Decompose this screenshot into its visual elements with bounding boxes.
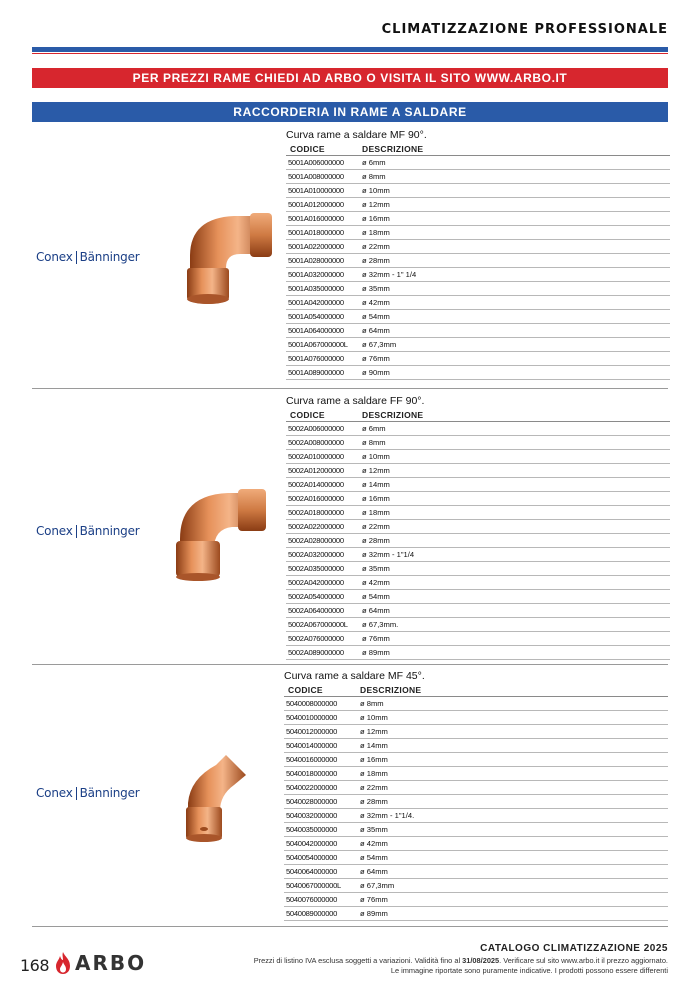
product-code: 5040054000000 xyxy=(286,853,338,862)
product-code: 5040010000000 xyxy=(286,713,338,722)
product-section-mf90 xyxy=(32,126,668,389)
footer-info xyxy=(254,943,668,976)
header-code: CODICE xyxy=(290,144,325,154)
header-description: DESCRIZIONE xyxy=(360,685,422,695)
table-row xyxy=(286,156,670,170)
product-title: Curva rame a saldare MF 45°. xyxy=(284,670,425,682)
table-row xyxy=(284,837,668,851)
product-code: 5001A054000000 xyxy=(288,312,344,321)
table-row xyxy=(286,226,670,240)
flame-icon xyxy=(54,951,72,975)
brand-name-banninger: Bänninger xyxy=(79,786,140,800)
product-description: ø 18mm xyxy=(360,769,388,778)
product-description: ø 10mm xyxy=(362,452,390,461)
table-row xyxy=(286,268,670,282)
product-code: 5002A008000000 xyxy=(288,438,344,447)
footer-note-line2: Le immagine riportate sono puramente indicative. I prodotti possono essere differenti xyxy=(390,966,668,975)
product-description: ø 67,3mm xyxy=(360,881,395,890)
product-description: ø 64mm xyxy=(360,867,388,876)
product-code: 5040042000000 xyxy=(286,839,338,848)
table-row xyxy=(284,809,668,823)
product-description: ø 16mm xyxy=(362,214,390,223)
product-title: Curva rame a saldare MF 90°. xyxy=(286,129,427,141)
product-code: 5001A035000000 xyxy=(288,284,344,293)
product-code: 5002A035000000 xyxy=(288,564,344,573)
product-code: 5040064000000 xyxy=(286,867,338,876)
product-code: 5002A067000000L xyxy=(288,620,348,629)
product-code: 5040018000000 xyxy=(286,769,338,778)
product-code: 5002A006000000 xyxy=(288,424,344,433)
table-row xyxy=(284,907,668,921)
table-row xyxy=(286,506,670,520)
table-row xyxy=(286,296,670,310)
product-description: ø 22mm xyxy=(360,783,388,792)
product-code: 5040016000000 xyxy=(286,755,338,764)
product-description: ø 89mm xyxy=(360,909,388,918)
product-code: 5040032000000 xyxy=(286,811,338,820)
product-description: ø 42mm xyxy=(360,839,388,848)
product-table-mf45 xyxy=(284,669,668,921)
table-row xyxy=(286,464,670,478)
product-description: ø 35mm xyxy=(360,825,388,834)
category-title: RACCORDERIA IN RAME A SALDARE xyxy=(233,105,467,119)
product-code: 5040012000000 xyxy=(286,727,338,736)
price-notice-text: PER PREZZI RAME CHIEDI AD ARBO O VISITA IL SITO WWW.ARBO.IT xyxy=(132,71,568,85)
table-row xyxy=(284,725,668,739)
product-code: 5040089000000 xyxy=(286,909,338,918)
product-code: 5002A054000000 xyxy=(288,592,344,601)
product-code: 5002A018000000 xyxy=(288,508,344,517)
product-description: ø 54mm xyxy=(360,853,388,862)
brand-separator xyxy=(76,787,77,800)
product-description: ø 76mm xyxy=(362,354,390,363)
product-description: ø 18mm xyxy=(362,508,390,517)
table-row xyxy=(286,492,670,506)
product-code: 5001A008000000 xyxy=(288,172,344,181)
brand-separator xyxy=(76,525,77,538)
validity-date: 31/08/2025 xyxy=(462,956,500,965)
table-row xyxy=(286,366,670,380)
product-code: 5002A012000000 xyxy=(288,466,344,475)
product-description: ø 10mm xyxy=(360,713,388,722)
product-code: 5001A089000000 xyxy=(288,368,344,377)
table-row xyxy=(286,618,670,632)
table-row xyxy=(286,170,670,184)
header-description: DESCRIZIONE xyxy=(362,144,424,154)
table-row xyxy=(286,338,670,352)
page-title: CLIMATIZZAZIONE PROFESSIONALE xyxy=(381,22,668,37)
product-description: ø 90mm xyxy=(362,368,390,377)
elbow-mf90-image xyxy=(178,210,278,306)
table-row xyxy=(284,823,668,837)
product-code: 5001A006000000 xyxy=(288,158,344,167)
table-row xyxy=(286,632,670,646)
table-header xyxy=(284,684,668,697)
product-description: ø 28mm xyxy=(362,536,390,545)
product-description: ø 35mm xyxy=(362,284,390,293)
product-description: ø 54mm xyxy=(362,592,390,601)
table-row xyxy=(286,240,670,254)
brand-name-banninger: Bänninger xyxy=(79,250,140,264)
product-code: 5002A032000000 xyxy=(288,550,344,559)
product-code: 5002A042000000 xyxy=(288,578,344,587)
catalog-title: CATALOGO CLIMATIZZAZIONE 2025 xyxy=(480,943,668,954)
product-code: 5002A064000000 xyxy=(288,606,344,615)
product-description: ø 32mm - 1"1/4 xyxy=(362,550,415,559)
table-row xyxy=(284,781,668,795)
product-description: ø 28mm xyxy=(360,797,388,806)
product-description: ø 6mm xyxy=(362,158,386,167)
table-row xyxy=(286,520,670,534)
footer-note-line1 xyxy=(254,956,668,966)
table-row xyxy=(284,851,668,865)
table-row xyxy=(284,711,668,725)
product-code: 5040008000000 xyxy=(286,699,338,708)
product-description: ø 42mm xyxy=(362,578,390,587)
product-description: ø 8mm xyxy=(362,438,386,447)
product-code: 5001A018000000 xyxy=(288,228,344,237)
product-code: 5001A067000000L xyxy=(288,340,348,349)
product-code: 5001A016000000 xyxy=(288,214,344,223)
product-description: ø 32mm - 1"1/4. xyxy=(360,811,415,820)
product-code: 5002A089000000 xyxy=(288,648,344,657)
table-row xyxy=(284,795,668,809)
table-row xyxy=(286,310,670,324)
product-description: ø 14mm xyxy=(362,480,390,489)
product-code: 5002A076000000 xyxy=(288,634,344,643)
table-row xyxy=(284,865,668,879)
product-code: 5001A064000000 xyxy=(288,326,344,335)
product-code: 5002A016000000 xyxy=(288,494,344,503)
table-row xyxy=(286,562,670,576)
section-divider xyxy=(32,926,668,927)
header-description: DESCRIZIONE xyxy=(362,410,424,420)
product-code: 5040014000000 xyxy=(286,741,338,750)
table-row xyxy=(286,282,670,296)
table-row xyxy=(286,590,670,604)
elbow-ff90-image xyxy=(172,487,272,581)
product-description: ø 12mm xyxy=(362,200,390,209)
brand-logo xyxy=(36,786,139,800)
table-header xyxy=(286,143,670,156)
table-row xyxy=(286,450,670,464)
table-row xyxy=(286,534,670,548)
product-description: ø 16mm xyxy=(362,494,390,503)
brand-name-conex: Conex xyxy=(36,250,73,264)
elbow-mf45-image xyxy=(182,749,252,843)
table-row xyxy=(286,604,670,618)
product-code: 5001A022000000 xyxy=(288,242,344,251)
table-row xyxy=(286,198,670,212)
header-rule xyxy=(32,47,668,54)
product-description: ø 76mm xyxy=(360,895,388,904)
arbo-logo xyxy=(54,951,146,975)
table-row xyxy=(286,212,670,226)
product-description: ø 22mm xyxy=(362,242,390,251)
table-row xyxy=(286,576,670,590)
brand-logo xyxy=(36,524,139,538)
product-description: ø 8mm xyxy=(360,699,384,708)
table-row xyxy=(286,436,670,450)
page-number: 168 xyxy=(20,956,50,975)
table-row xyxy=(284,893,668,907)
product-description: ø 89mm xyxy=(362,648,390,657)
table-row xyxy=(286,254,670,268)
product-code: 5002A022000000 xyxy=(288,522,344,531)
product-code: 5001A010000000 xyxy=(288,186,344,195)
product-description: ø 12mm xyxy=(360,727,388,736)
product-code: 5001A012000000 xyxy=(288,200,344,209)
logo-text: ARBO xyxy=(75,951,147,975)
product-description: ø 16mm xyxy=(360,755,388,764)
product-section-ff90 xyxy=(32,389,668,665)
product-description: ø 35mm xyxy=(362,564,390,573)
table-row xyxy=(286,478,670,492)
table-row xyxy=(284,739,668,753)
product-description: ø 6mm xyxy=(362,424,386,433)
product-code: 5001A076000000 xyxy=(288,354,344,363)
brand-separator xyxy=(76,251,77,264)
product-description: ø 54mm xyxy=(362,312,390,321)
product-description: ø 22mm xyxy=(362,522,390,531)
product-description: ø 64mm xyxy=(362,606,390,615)
table-row xyxy=(286,324,670,338)
table-rows xyxy=(286,156,670,380)
product-description: ø 67,3mm. xyxy=(362,620,399,629)
product-table-ff90 xyxy=(286,394,670,660)
product-description: ø 32mm - 1" 1/4 xyxy=(362,270,417,279)
product-description: ø 8mm xyxy=(362,172,386,181)
table-row xyxy=(286,548,670,562)
table-rows xyxy=(286,422,670,660)
product-code: 5040022000000 xyxy=(286,783,338,792)
table-row xyxy=(284,697,668,711)
product-description: ø 28mm xyxy=(362,256,390,265)
product-code: 5001A028000000 xyxy=(288,256,344,265)
product-code: 5040076000000 xyxy=(286,895,338,904)
table-row xyxy=(286,646,670,660)
product-code: 5040028000000 xyxy=(286,797,338,806)
table-row xyxy=(284,767,668,781)
product-description: ø 67,3mm xyxy=(362,340,397,349)
table-row xyxy=(286,184,670,198)
product-code: 5040035000000 xyxy=(286,825,338,834)
product-description: ø 18mm xyxy=(362,228,390,237)
brand-logo xyxy=(36,250,139,264)
table-row xyxy=(286,422,670,436)
product-code: 5002A010000000 xyxy=(288,452,344,461)
table-rows xyxy=(284,697,668,921)
table-row xyxy=(284,753,668,767)
table-row xyxy=(284,879,668,893)
product-description: ø 10mm xyxy=(362,186,390,195)
product-code: 5002A014000000 xyxy=(288,480,344,489)
product-description: ø 42mm xyxy=(362,298,390,307)
product-code: 5002A028000000 xyxy=(288,536,344,545)
product-description: ø 64mm xyxy=(362,326,390,335)
brand-name-banninger: Bänninger xyxy=(79,524,140,538)
table-header xyxy=(286,409,670,422)
brand-name-conex: Conex xyxy=(36,524,73,538)
product-code: 5001A032000000 xyxy=(288,270,344,279)
product-description: ø 76mm xyxy=(362,634,390,643)
note-text: Prezzi di listino IVA esclusa soggetti a variazioni. Validità fino al xyxy=(253,956,463,965)
product-code: 5040067000000L xyxy=(286,881,341,890)
price-notice-banner xyxy=(32,68,668,88)
product-table-mf90 xyxy=(286,128,670,380)
product-section-mf45 xyxy=(32,665,668,927)
product-description: ø 12mm xyxy=(362,466,390,475)
header-code: CODICE xyxy=(288,685,323,695)
header-code: CODICE xyxy=(290,410,325,420)
product-code: 5001A042000000 xyxy=(288,298,344,307)
note-text: . Verificare sul sito www.arbo.it il prezzo aggiornato. xyxy=(499,956,668,965)
product-description: ø 14mm xyxy=(360,741,388,750)
product-title: Curva rame a saldare FF 90°. xyxy=(286,395,425,407)
category-banner xyxy=(32,102,668,122)
table-row xyxy=(286,352,670,366)
brand-name-conex: Conex xyxy=(36,786,73,800)
